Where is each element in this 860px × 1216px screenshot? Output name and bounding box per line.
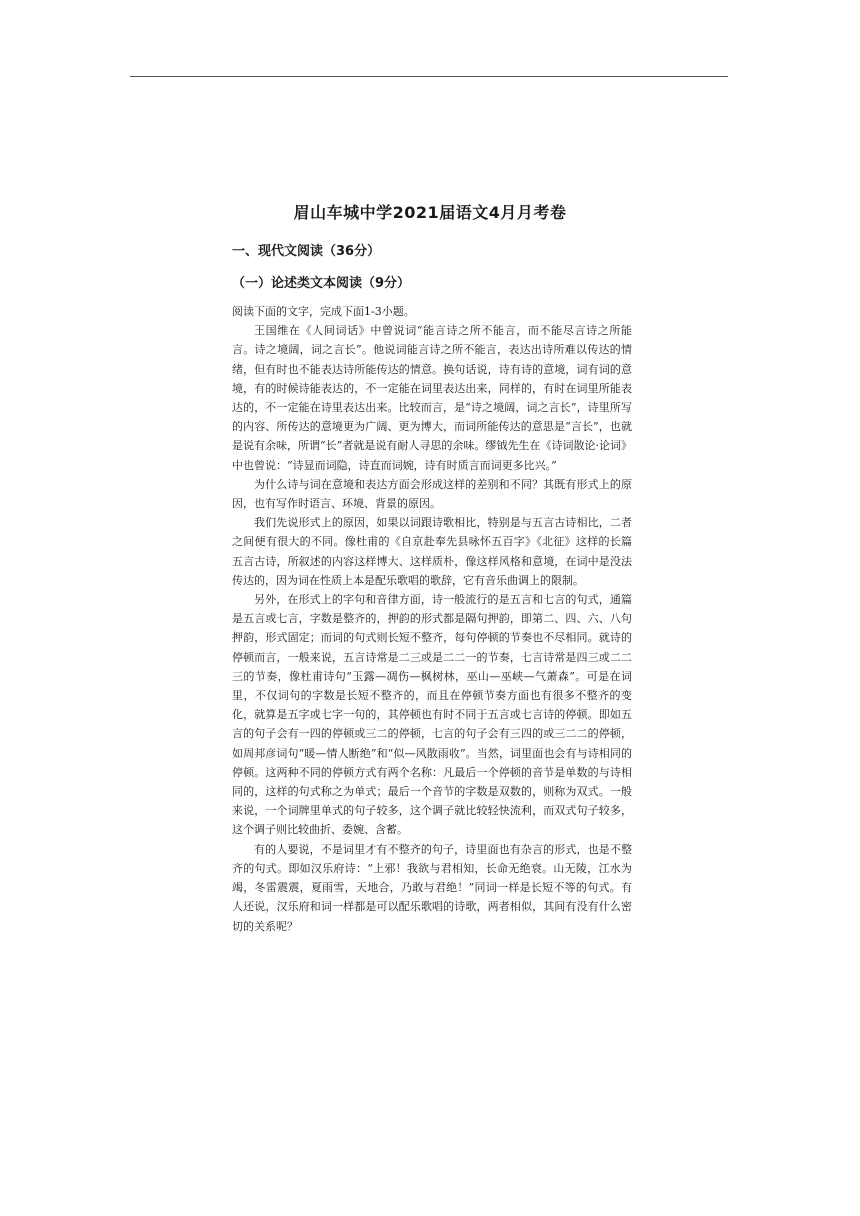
paragraph-4: 另外，在形式上的字句和音律方面，诗一般流行的是五言和七言的句式，通篇是五言或七言，字数是整齐的，押韵的形式都是隔句押韵，即第二、四、六、八句押韵，形式固定；而词的句式则长短不整齐，每句停顿的节奏也不尽相同。就诗的停顿而言，一般来说，五言诗常是二三或是二二一的节奏，七言诗常是四三或二二三的节奏，像杜甫诗句“玉露—凋伤—枫树林，巫山—巫峡—气萧森”。可是在词里，不仅词句的字数是长短不整齐的，而且在停顿节奏方面也有很多不整齐的变化，就算是五字或七字一句的，其停顿也有时不同于五言或七言诗的停顿。即如五言的句子会有一四的停顿或三二的停顿，七言的句子会有三四的或三二二的停顿，如周邦彦词句“暖—情人断绝”和“似—风散雨收”。当然，词里面也会有与诗相同的停顿。这两种不同的停顿方式有两个名称：凡最后一个停顿的音节是单数的与诗相同的，这样的句式称之为单式；最后一个音节的字数是双数的，则称为双式。一般来说，一个词牌里单式的句子较多，这个调子就比较轻快流利，而双式句子较多，这个调子则比较曲折、委婉、含蓄。 (232, 593, 632, 837)
paragraph-1: 王国维在《人间词话》中曾说词“能言诗之所不能言，而不能尽言诗之所能言。诗之境阔，词之言长”。他说词能言诗之所不能言，表达出诗所难以传达的情绪，但有时也不能表达诗所能传达的情意。换句话说，诗有诗的意境，词有词的意境，有的时候诗能表达的，不一定能在词里表达出来，同样的，有时在词里所能表达的，不一定能在诗里表达出来。比较而言，是“诗之境阔，词之言长”，诗里所写的内容、所传达的意境更为广阔、更为博大，而词所能传达的意思是“言长”，也就是说有余味，所谓“长”者就是说有耐人寻思的余味。缪钺先生在《诗词散论·论词》中也曾说：“诗显而词隐，诗直而词婉，诗有时质言而词更多比兴。” (232, 324, 632, 472)
reading-passage (232, 302, 632, 936)
page-title: 眉山车城中学2021届语文4月月考卷 (293, 203, 567, 222)
paragraph-2: 为什么诗与词在意境和表达方面会形成这样的差别和不同？其既有形式上的原因，也有写作时语言、环境、背景的原因。 (232, 477, 632, 511)
header-rule (130, 76, 728, 77)
paragraph-3: 我们先说形式上的原因，如果以词跟诗歌相比，特别是与五言古诗相比，二者之间便有很大的不同。像杜甫的《自京赴奉先县咏怀五百字》《北征》这样的长篇五言古诗，所叙述的内容这样博大、这样质朴，像这样风格和意境，在词中是没法传达的，因为词在性质上本是配乐歌唱的歌辞，它有音乐曲调上的限制。 (232, 516, 632, 587)
subsection-heading: （一）论述类文本阅读（9分） (232, 276, 411, 291)
paragraph-5: 有的人要说，不是词里才有不整齐的句子，诗里面也有杂言的形式，也是不整齐的句式。即如汉乐府诗：“上邪！我欲与君相知，长命无绝衰。山无陵，江水为竭，冬雷震震，夏雨雪，天地合，乃敢与君绝！”同词一样是长短不等的句式。有人还说，汉乐府和词一样都是可以配乐歌唱的诗歌，两者相似，其间有没有什么密切的关系呢？ (232, 842, 632, 933)
instruction-text: 阅读下面的文字，完成下面1-3小题。 (232, 305, 415, 318)
section-heading: 一、现代文阅读（36分） (232, 244, 381, 259)
